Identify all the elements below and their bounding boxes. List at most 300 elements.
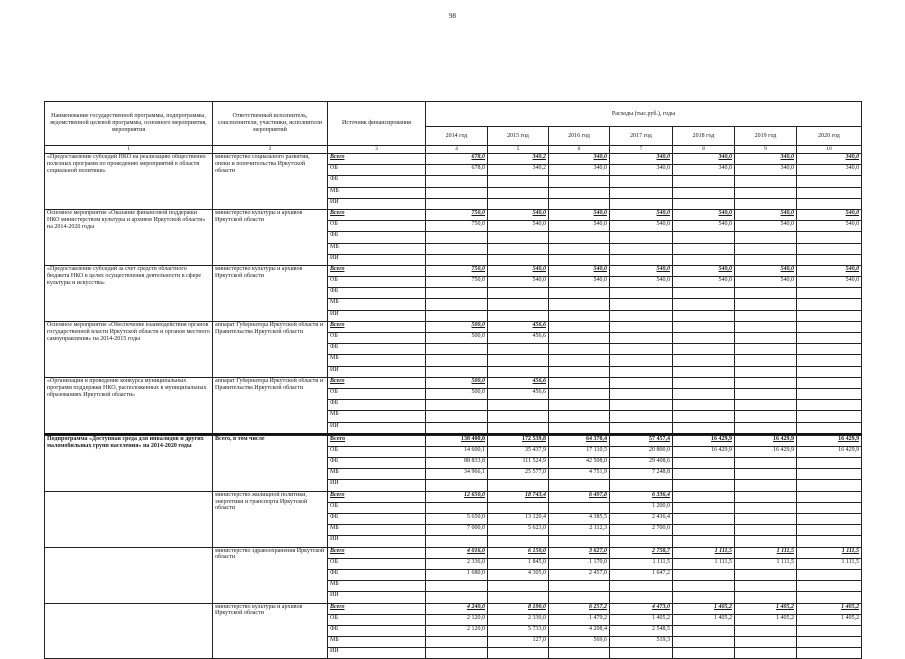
amount-cell xyxy=(673,569,735,580)
amount-cell xyxy=(610,400,673,411)
executor-name: министерство жилищной политики, энергетики и транспорта Иркутской области xyxy=(213,491,328,547)
funding-source: ОБ xyxy=(328,165,426,176)
activity-name: «Предоставление субсидий за счет средств областного бюджета НКО в целях осуществления деятельности в сфере культуры и искусства» xyxy=(45,265,213,321)
column-number: 8 xyxy=(673,146,735,154)
executor-name: аппарат Губернатора Иркутской области и Правительства Иркутской области xyxy=(213,377,328,433)
amount-cell xyxy=(797,502,862,513)
column-number: 6 xyxy=(549,146,610,154)
funding-source: ОБ xyxy=(328,221,426,232)
header-year: 2017 год xyxy=(610,127,673,146)
amount-cell xyxy=(549,299,610,310)
amount-cell: 2 548,5 xyxy=(610,625,673,636)
funding-source: МБ xyxy=(328,299,426,310)
amount-cell: 4 240,0 xyxy=(426,603,488,614)
funding-source: ОБ xyxy=(328,558,426,569)
funding-source: ФБ xyxy=(328,569,426,580)
amount-cell xyxy=(797,288,862,299)
amount-cell: 500,0 xyxy=(426,333,488,344)
funding-source: Всего xyxy=(328,491,426,502)
amount-cell: 6 336,4 xyxy=(610,491,673,502)
amount-cell: 8 190,0 xyxy=(488,603,549,614)
amount-cell xyxy=(735,187,797,198)
amount-cell: 1 111,5 xyxy=(797,558,862,569)
amount-cell xyxy=(735,355,797,366)
header-year: 2018 год xyxy=(673,127,735,146)
amount-cell: 2 120,0 xyxy=(426,625,488,636)
amount-cell xyxy=(673,581,735,592)
amount-cell: 5 650,0 xyxy=(426,514,488,525)
amount-cell: 20 800,0 xyxy=(610,446,673,457)
amount-cell: 4 473,0 xyxy=(610,603,673,614)
amount-cell xyxy=(610,366,673,377)
amount-cell xyxy=(488,254,549,265)
amount-cell: 340,0 xyxy=(549,154,610,165)
amount-cell xyxy=(426,637,488,648)
amount-cell xyxy=(549,333,610,344)
amount-cell: 14 600,1 xyxy=(426,446,488,457)
amount-cell xyxy=(488,648,549,659)
amount-cell xyxy=(426,288,488,299)
amount-cell xyxy=(735,592,797,603)
amount-cell xyxy=(797,592,862,603)
funding-source: Всего xyxy=(328,209,426,220)
funding-source: ИИ xyxy=(328,366,426,377)
amount-cell xyxy=(673,514,735,525)
amount-cell: 750,0 xyxy=(426,221,488,232)
amount-cell: 456,6 xyxy=(488,333,549,344)
amount-cell xyxy=(488,536,549,547)
amount-cell xyxy=(549,243,610,254)
amount-cell: 340,0 xyxy=(673,165,735,176)
amount-cell: 340,2 xyxy=(488,165,549,176)
amount-cell xyxy=(735,491,797,502)
amount-cell xyxy=(426,344,488,355)
amount-cell xyxy=(488,176,549,187)
amount-cell xyxy=(549,344,610,355)
funding-source: Всего xyxy=(328,603,426,614)
funding-source: МБ xyxy=(328,187,426,198)
amount-cell xyxy=(426,648,488,659)
executor-name: министерство социального развития, опеки и попечительства Иркутской области xyxy=(213,154,328,210)
table-row xyxy=(45,435,862,446)
activity-name: «Предоставление субсидий НКО на реализацию общественно полезных программ по проведению мероприятий в области социальной политики» xyxy=(45,154,213,210)
amount-cell xyxy=(797,243,862,254)
amount-cell: 6 497,8 xyxy=(549,491,610,502)
amount-cell: 2 112,3 xyxy=(549,525,610,536)
amount-cell: 3 627,0 xyxy=(549,547,610,558)
amount-cell: 111 524,9 xyxy=(488,458,549,469)
amount-cell xyxy=(549,310,610,321)
amount-cell xyxy=(673,422,735,434)
amount-cell xyxy=(735,536,797,547)
amount-cell xyxy=(797,648,862,659)
amount-cell: 340,0 xyxy=(797,165,862,176)
amount-cell xyxy=(673,344,735,355)
amount-cell xyxy=(549,388,610,399)
amount-cell xyxy=(797,536,862,547)
column-number: 4 xyxy=(426,146,488,154)
column-number: 1 xyxy=(45,146,213,154)
amount-cell: 2 336,0 xyxy=(426,558,488,569)
amount-cell: 1 111,5 xyxy=(735,558,797,569)
amount-cell: 88 833,8 xyxy=(426,458,488,469)
amount-cell xyxy=(673,232,735,243)
amount-cell xyxy=(610,592,673,603)
header-year: 2016 год xyxy=(549,127,610,146)
amount-cell xyxy=(673,243,735,254)
amount-cell: 1 405,2 xyxy=(610,614,673,625)
amount-cell: 6 150,0 xyxy=(488,547,549,558)
amount-cell xyxy=(610,288,673,299)
amount-cell: 1 111,5 xyxy=(673,558,735,569)
amount-cell xyxy=(488,411,549,422)
amount-cell xyxy=(673,502,735,513)
amount-cell: 540,0 xyxy=(797,221,862,232)
amount-cell xyxy=(610,377,673,388)
amount-cell xyxy=(673,187,735,198)
amount-cell: 1 405,2 xyxy=(673,614,735,625)
amount-cell: 16 429,9 xyxy=(735,435,797,446)
amount-cell xyxy=(673,254,735,265)
amount-cell xyxy=(610,480,673,491)
amount-cell: 1 200,0 xyxy=(610,502,673,513)
amount-cell xyxy=(735,333,797,344)
amount-cell xyxy=(488,581,549,592)
amount-cell xyxy=(549,581,610,592)
amount-cell xyxy=(797,569,862,580)
funding-source: ФБ xyxy=(328,400,426,411)
amount-cell: 4 305,0 xyxy=(488,569,549,580)
amount-cell: 16 429,9 xyxy=(797,435,862,446)
amount-cell xyxy=(488,422,549,434)
funding-source: ИИ xyxy=(328,198,426,209)
amount-cell: 540,0 xyxy=(610,221,673,232)
amount-cell xyxy=(797,344,862,355)
funding-source: ОБ xyxy=(328,502,426,513)
funding-source: ИИ xyxy=(328,536,426,547)
amount-cell xyxy=(488,310,549,321)
amount-cell: 2 120,0 xyxy=(426,614,488,625)
amount-cell xyxy=(673,491,735,502)
funding-source: ОБ xyxy=(328,446,426,457)
amount-cell xyxy=(673,299,735,310)
activity-name: Основное мероприятие «Оказание финансовой поддержки НКО министерством культуры и архивов Иркутской области» на 2014-2020 годы xyxy=(45,209,213,265)
amount-cell xyxy=(797,625,862,636)
amount-cell: 25 577,0 xyxy=(488,469,549,480)
amount-cell: 540,0 xyxy=(797,209,862,220)
amount-cell xyxy=(610,355,673,366)
amount-cell xyxy=(426,366,488,377)
amount-cell: 16 429,9 xyxy=(673,446,735,457)
amount-cell: 1 845,0 xyxy=(488,558,549,569)
amount-cell: 1 405,2 xyxy=(797,603,862,614)
funding-source: МБ xyxy=(328,469,426,480)
amount-cell xyxy=(426,400,488,411)
amount-cell: 4 751,9 xyxy=(549,469,610,480)
amount-cell xyxy=(673,310,735,321)
amount-cell: 2 436,4 xyxy=(610,514,673,525)
amount-cell xyxy=(735,232,797,243)
amount-cell: 540,0 xyxy=(673,277,735,288)
amount-cell xyxy=(610,198,673,209)
amount-cell xyxy=(797,232,862,243)
amount-cell xyxy=(797,176,862,187)
activity-name: «Организация и проведение конкурса муниципальных программ поддержки НКО, расположенных в муниципальных образованиях Иркутской области» xyxy=(45,377,213,433)
amount-cell: 4 385,5 xyxy=(549,514,610,525)
header-year: 2020 год xyxy=(797,127,862,146)
activity-name xyxy=(45,491,213,547)
funding-source: ФБ xyxy=(328,625,426,636)
amount-cell: 750,0 xyxy=(426,265,488,276)
header-executor: Ответственный исполнитель, соисполнители, участники, исполнители мероприятий xyxy=(213,102,328,146)
amount-cell xyxy=(549,366,610,377)
header-name: Наименование государственной программы, подпрограммы, ведомственной целевой программы, основного мероприятия, мероприятия xyxy=(45,102,213,146)
amount-cell xyxy=(488,232,549,243)
header-expenses: Расходы (тыс.руб.), годы xyxy=(426,102,862,127)
amount-cell xyxy=(610,648,673,659)
amount-cell xyxy=(610,536,673,547)
amount-cell xyxy=(549,321,610,332)
amount-cell xyxy=(426,502,488,513)
amount-cell xyxy=(673,625,735,636)
amount-cell xyxy=(673,198,735,209)
amount-cell xyxy=(673,321,735,332)
amount-cell xyxy=(735,458,797,469)
amount-cell: 540,0 xyxy=(797,265,862,276)
amount-cell xyxy=(673,355,735,366)
amount-cell xyxy=(549,254,610,265)
amount-cell: 1 111,5 xyxy=(797,547,862,558)
amount-cell xyxy=(735,569,797,580)
amount-cell xyxy=(673,648,735,659)
amount-cell xyxy=(426,581,488,592)
amount-cell xyxy=(735,366,797,377)
amount-cell xyxy=(735,299,797,310)
funding-source: МБ xyxy=(328,243,426,254)
amount-cell xyxy=(735,469,797,480)
amount-cell xyxy=(610,388,673,399)
column-number: 7 xyxy=(610,146,673,154)
amount-cell xyxy=(797,422,862,434)
amount-cell: 7 248,8 xyxy=(610,469,673,480)
amount-cell: 127,0 xyxy=(488,637,549,648)
amount-cell xyxy=(797,525,862,536)
amount-cell xyxy=(735,344,797,355)
amount-cell xyxy=(610,333,673,344)
column-number: 5 xyxy=(488,146,549,154)
amount-cell: 540,0 xyxy=(610,277,673,288)
header-year: 2014 год xyxy=(426,127,488,146)
amount-cell xyxy=(426,310,488,321)
funding-source: Всего xyxy=(328,265,426,276)
table-row xyxy=(45,154,862,165)
amount-cell: 340,0 xyxy=(673,154,735,165)
funding-source: Всего xyxy=(328,435,426,446)
amount-cell xyxy=(426,254,488,265)
amount-cell xyxy=(735,480,797,491)
amount-cell: 456,6 xyxy=(488,321,549,332)
amount-cell: 340,0 xyxy=(797,154,862,165)
amount-cell xyxy=(610,254,673,265)
amount-cell: 456,6 xyxy=(488,388,549,399)
activity-name: Основное мероприятие «Обеспечение взаимодействия органов государственной власти Иркутской области и органов местного самоуправления» на 2014-2015 годы xyxy=(45,321,213,377)
amount-cell xyxy=(735,243,797,254)
amount-cell: 1 405,2 xyxy=(735,614,797,625)
amount-cell: 1 111,5 xyxy=(673,547,735,558)
amount-cell: 540,0 xyxy=(488,277,549,288)
amount-cell: 4 016,0 xyxy=(426,547,488,558)
funding-source: ОБ xyxy=(328,388,426,399)
funding-source: ИИ xyxy=(328,254,426,265)
amount-cell: 2 700,0 xyxy=(610,525,673,536)
table-row xyxy=(45,209,862,220)
amount-cell: 1 111,5 xyxy=(610,558,673,569)
amount-cell xyxy=(797,299,862,310)
amount-cell xyxy=(426,480,488,491)
amount-cell xyxy=(797,355,862,366)
amount-cell xyxy=(549,400,610,411)
amount-cell xyxy=(488,480,549,491)
amount-cell xyxy=(797,388,862,399)
funding-source: ОБ xyxy=(328,277,426,288)
amount-cell xyxy=(673,388,735,399)
amount-cell xyxy=(549,536,610,547)
amount-cell xyxy=(735,625,797,636)
amount-cell: 172 539,8 xyxy=(488,435,549,446)
amount-cell xyxy=(673,469,735,480)
amount-cell xyxy=(797,377,862,388)
amount-cell: 540,0 xyxy=(735,265,797,276)
amount-cell xyxy=(488,243,549,254)
amount-cell xyxy=(610,310,673,321)
amount-cell xyxy=(797,400,862,411)
header-year: 2015 год xyxy=(488,127,549,146)
amount-cell: 540,0 xyxy=(735,209,797,220)
amount-cell: 57 457,4 xyxy=(610,435,673,446)
amount-cell xyxy=(735,288,797,299)
executor-name: министерство здравоохранения Иркутской области xyxy=(213,547,328,603)
amount-cell: 17 110,5 xyxy=(549,446,610,457)
amount-cell xyxy=(488,344,549,355)
funding-source: Всего xyxy=(328,377,426,388)
amount-cell xyxy=(488,400,549,411)
amount-cell xyxy=(426,232,488,243)
amount-cell xyxy=(488,502,549,513)
amount-cell: 16 429,9 xyxy=(673,435,735,446)
amount-cell: 2 457,0 xyxy=(549,569,610,580)
column-number: 3 xyxy=(328,146,426,154)
amount-cell xyxy=(610,243,673,254)
amount-cell xyxy=(735,321,797,332)
amount-cell: 500,0 xyxy=(426,321,488,332)
amount-cell: 540,0 xyxy=(673,265,735,276)
amount-cell xyxy=(735,176,797,187)
amount-cell xyxy=(426,198,488,209)
table-row xyxy=(45,321,862,332)
amount-cell: 456,6 xyxy=(488,377,549,388)
amount-cell: 13 120,4 xyxy=(488,514,549,525)
executor-name: министерство культуры и архивов Иркутской области xyxy=(213,265,328,321)
amount-cell: 42 508,0 xyxy=(549,458,610,469)
amount-cell xyxy=(488,187,549,198)
amount-cell: 34 966,1 xyxy=(426,469,488,480)
funding-source: ИИ xyxy=(328,592,426,603)
activity-name xyxy=(45,547,213,603)
amount-cell: 6 257,2 xyxy=(549,603,610,614)
amount-cell xyxy=(549,480,610,491)
table-row xyxy=(45,265,862,276)
amount-cell: 540,0 xyxy=(549,277,610,288)
amount-cell xyxy=(488,198,549,209)
amount-cell xyxy=(488,299,549,310)
activity-name: Подпрограмма «Доступная среда для инвалидов и других маломобильных групп населения» на 2014-2020 годы xyxy=(45,435,213,491)
amount-cell: 138 400,0 xyxy=(426,435,488,446)
amount-cell: 1 647,2 xyxy=(610,569,673,580)
amount-cell xyxy=(797,198,862,209)
funding-source: МБ xyxy=(328,411,426,422)
executor-name: министерство культуры и архивов Иркутской области xyxy=(213,209,328,265)
funding-source: Всего xyxy=(328,154,426,165)
amount-cell xyxy=(735,648,797,659)
column-number: 9 xyxy=(735,146,797,154)
amount-cell xyxy=(549,648,610,659)
amount-cell: 1 405,2 xyxy=(797,614,862,625)
amount-cell xyxy=(797,310,862,321)
amount-cell xyxy=(797,458,862,469)
amount-cell xyxy=(735,400,797,411)
amount-cell xyxy=(426,299,488,310)
amount-cell: 340,0 xyxy=(610,154,673,165)
amount-cell xyxy=(797,491,862,502)
amount-cell xyxy=(797,411,862,422)
amount-cell xyxy=(673,288,735,299)
amount-cell: 1 170,0 xyxy=(549,558,610,569)
amount-cell: 1 111,5 xyxy=(735,547,797,558)
amount-cell: 18 743,4 xyxy=(488,491,549,502)
amount-cell xyxy=(426,243,488,254)
amount-cell xyxy=(673,176,735,187)
amount-cell: 540,0 xyxy=(735,277,797,288)
executor-name: аппарат Губернатора Иркутской области и Правительства Иркутской области xyxy=(213,321,328,377)
amount-cell xyxy=(610,344,673,355)
amount-cell: 540,0 xyxy=(673,221,735,232)
amount-cell xyxy=(426,536,488,547)
amount-cell xyxy=(549,592,610,603)
funding-table xyxy=(44,101,862,659)
amount-cell xyxy=(673,333,735,344)
amount-cell: 1 479,2 xyxy=(549,614,610,625)
amount-cell: 540,0 xyxy=(488,265,549,276)
amount-cell xyxy=(549,232,610,243)
amount-cell xyxy=(426,422,488,434)
amount-cell xyxy=(610,187,673,198)
amount-cell xyxy=(797,321,862,332)
amount-cell xyxy=(488,355,549,366)
amount-cell xyxy=(673,480,735,491)
amount-cell xyxy=(549,288,610,299)
amount-cell xyxy=(488,366,549,377)
amount-cell: 16 429,9 xyxy=(735,446,797,457)
amount-cell: 64 370,4 xyxy=(549,435,610,446)
amount-cell xyxy=(673,458,735,469)
amount-cell xyxy=(549,355,610,366)
funding-source: МБ xyxy=(328,525,426,536)
amount-cell xyxy=(610,581,673,592)
amount-cell xyxy=(735,637,797,648)
amount-cell: 340,0 xyxy=(610,165,673,176)
amount-cell xyxy=(610,411,673,422)
amount-cell xyxy=(549,411,610,422)
